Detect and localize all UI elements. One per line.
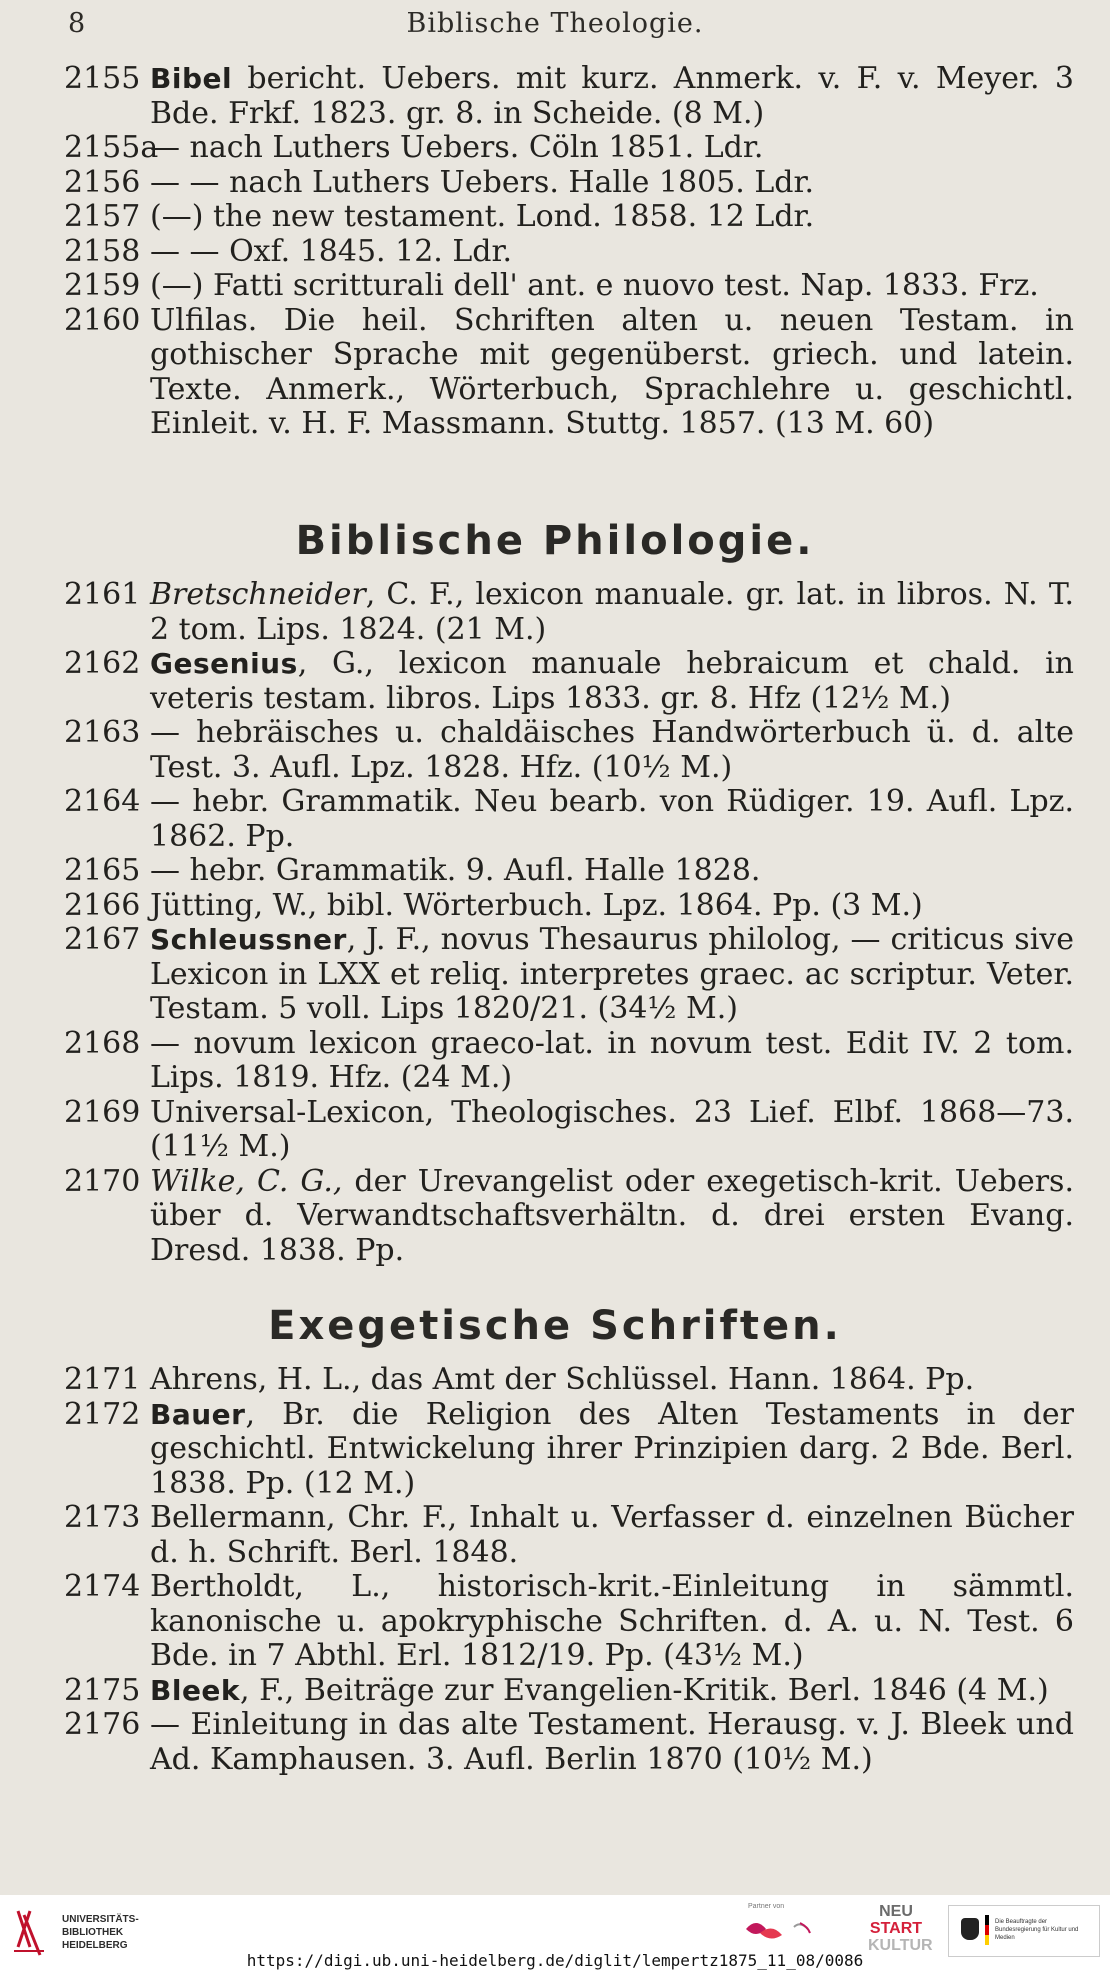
catalog-entry xyxy=(64,1674,1074,1709)
eagle-icon xyxy=(961,1918,979,1940)
catalog-entry xyxy=(64,200,1074,235)
catalog-entry xyxy=(64,785,1074,854)
entry-text xyxy=(150,1708,1074,1777)
catalog-entry xyxy=(64,716,1074,785)
entry-number: 2169 xyxy=(64,1094,141,1130)
catalog-entry xyxy=(64,62,1074,131)
entry-number: 2158 xyxy=(64,233,141,269)
entry-number: 2167 xyxy=(64,922,141,957)
entry-text xyxy=(150,1027,1074,1096)
catalog-entry xyxy=(64,166,1074,201)
catalog-entry xyxy=(64,1363,1074,1398)
entry-number: 2174 xyxy=(64,1569,141,1604)
catalog-entry xyxy=(64,1398,1074,1502)
entry-description: — hebräisches u. chaldäisches Handwörterbuch ü. d. alte Test. 3. Aufl. Lpz. 1828. Hfz. (10½ M.) xyxy=(150,715,1074,785)
entry-number: 2161 xyxy=(64,577,141,612)
entry-description: — nach Luthers Uebers. Cöln 1851. Ldr. xyxy=(150,130,764,165)
catalog-entries-philologie xyxy=(64,578,1074,1268)
catalog-entries-exegetische xyxy=(64,1363,1074,1777)
entry-description: , Br. die Religion des Alten Testaments in der geschichtl. Entwickelung ihrer Prinzipien darg. 2 Bde. Berl. 1838. Pp. (12 M.) xyxy=(150,1396,1074,1501)
catalog-entry xyxy=(64,578,1074,647)
entry-number: 2172 xyxy=(64,1396,141,1432)
entry-number: 2159 xyxy=(64,268,141,303)
permalink-url[interactable]: https://digi.ub.uni-heidelberg.de/diglit/lempertz1875_11_08/0086 xyxy=(246,1951,864,1970)
entry-number: 2155a xyxy=(64,130,159,165)
page-header: Biblische Theologie. xyxy=(406,8,704,39)
entry-number: 2176 xyxy=(64,1707,141,1742)
entry-text xyxy=(150,1570,1074,1674)
catalog-entry xyxy=(64,1570,1074,1674)
entry-description: (—) the new testament. Lond. 1858. 12 Ldr. xyxy=(150,199,815,234)
footer-bar xyxy=(0,1895,1110,1975)
entry-number: 2170 xyxy=(64,1163,141,1199)
entry-text xyxy=(150,1165,1074,1269)
entry-description: bericht. Uebers. mit kurz. Anmerk. v. F. v. Meyer. 3 Bde. Frkf. 1823. gr. 8. in Scheide. (8 M.) xyxy=(150,61,1074,131)
entry-author-bold: Bibel xyxy=(150,62,233,95)
page-number: 8 xyxy=(68,8,86,39)
entry-description: Ulfilas. Die heil. Schriften alten u. neuen Testam. in gothischer Sprache mit gegenüberst. griech. und latein. Texte. Anmerk., Wörterbuch, Sprachlehre u. geschichtl. Einleit. v. H. F. Massmann. Stuttg. 1857. (13 M. 60) xyxy=(150,302,1074,441)
entry-author-bold: Gesenius xyxy=(150,647,298,680)
entry-description: — — nach Luthers Uebers. Halle 1805. Ldr. xyxy=(150,164,815,200)
entry-text xyxy=(150,235,1074,270)
entry-author-italic: Bretschneider xyxy=(150,577,366,612)
neustart-line-2: START xyxy=(869,1920,923,1937)
section-title-exegetische: Exegetische Schriften. xyxy=(268,1303,842,1349)
entry-text xyxy=(150,854,1074,889)
catalog-entry xyxy=(64,1501,1074,1570)
partner-logo xyxy=(740,1913,830,1949)
entry-number: 2171 xyxy=(64,1362,141,1397)
entry-text xyxy=(150,166,1074,201)
entry-description: , F., Beiträge zur Evangelien-Kritik. Berl. 1846 (4 M.) xyxy=(240,1672,1049,1708)
entry-number: 2168 xyxy=(64,1025,141,1061)
catalog-entry xyxy=(64,1165,1074,1269)
entry-description: Ahrens, H. L., das Amt der Schlüssel. Hann. 1864. Pp. xyxy=(150,1362,975,1397)
entry-text xyxy=(150,785,1074,854)
entry-description: , J. F., novus Thesaurus philolog, — criticus sive Lexicon in LXX et reliq. interpretes graec. ac scriptur. Veter. Testam. 5 voll. Lips 1820/21. (34½ M.) xyxy=(150,922,1074,1026)
partner-label: Partner von xyxy=(748,1903,785,1910)
catalog-entry xyxy=(64,269,1074,304)
entry-number: 2162 xyxy=(64,646,141,681)
entry-description: der Urevangelist oder exegetisch-krit. Uebers. über d. Verwandtschaftsverhältn. d. drei ersten Evang. Dresd. 1838. Pp. xyxy=(150,1163,1074,1268)
entry-number: 2155 xyxy=(64,61,141,96)
entry-author-bold: Bleek xyxy=(150,1673,241,1707)
federal-culture-logo xyxy=(948,1905,1100,1957)
entry-text xyxy=(150,923,1074,1027)
entry-text xyxy=(150,62,1074,131)
ub-line-1: UNIVERSITÄTS- xyxy=(62,1914,139,1925)
entry-description: , G., lexicon manuale hebraicum et chald. in veteris testam. libros. Lips 1833. gr. 8. Hfz (12½ M.) xyxy=(150,646,1074,716)
entry-description: — hebr. Grammatik. 9. Aufl. Halle 1828. xyxy=(150,853,761,888)
catalog-entry xyxy=(64,854,1074,889)
catalog-entry xyxy=(64,1096,1074,1165)
entry-number: 2175 xyxy=(64,1672,141,1708)
entry-description: Jütting, W., bibl. Wörterbuch. Lpz. 1864. Pp. (3 M.) xyxy=(150,887,923,923)
entry-number: 2165 xyxy=(64,853,141,888)
entry-text xyxy=(150,1674,1074,1709)
entry-number: 2157 xyxy=(64,199,141,234)
entry-text xyxy=(150,131,1074,166)
neustart-line-3: KULTUR xyxy=(868,1937,933,1954)
entry-author-bold: Schleussner xyxy=(150,923,347,956)
entry-description: — hebr. Grammatik. Neu bearb. von Rüdiger. 19. Aufl. Lpz. 1862. Pp. xyxy=(150,784,1074,854)
section-title-philologie: Biblische Philologie. xyxy=(295,518,815,564)
university-library-name xyxy=(62,1913,139,1952)
entry-text xyxy=(150,200,1074,235)
entry-number: 2166 xyxy=(64,887,141,923)
entry-number: 2173 xyxy=(64,1500,141,1535)
ub-line-3: HEIDELBERG xyxy=(62,1940,128,1951)
catalog-entry xyxy=(64,235,1074,270)
catalog-entry xyxy=(64,1027,1074,1096)
entry-number: 2160 xyxy=(64,302,141,338)
catalog-entry xyxy=(64,131,1074,166)
entry-description: — — Oxf. 1845. 12. Ldr. xyxy=(150,233,513,269)
entry-author-italic: Wilke, C. G., xyxy=(150,1163,343,1199)
entry-text xyxy=(150,1363,1074,1398)
catalog-entry xyxy=(64,304,1074,442)
ub-line-2: BIBLIOTHEK xyxy=(62,1927,124,1938)
entry-number: 2156 xyxy=(64,164,141,200)
entry-text xyxy=(150,889,1074,924)
entry-author-bold: Bauer xyxy=(150,1397,246,1431)
entry-text xyxy=(150,1398,1074,1502)
entry-description: — novum lexicon graeco-lat. in novum test. Edit IV. 2 tom. Lips. 1819. Hfz. (24 M.) xyxy=(150,1025,1074,1095)
entry-text xyxy=(150,716,1074,785)
entry-text xyxy=(150,578,1074,647)
entry-number: 2164 xyxy=(64,784,141,819)
entry-text xyxy=(150,269,1074,304)
catalog-entries-top xyxy=(64,62,1074,442)
catalog-entry xyxy=(64,889,1074,924)
entry-number: 2163 xyxy=(64,715,141,750)
entry-text xyxy=(150,1096,1074,1165)
entry-description: , C. F., lexicon manuale. gr. lat. in libros. N. T. 2 tom. Lips. 1824. (21 M.) xyxy=(150,577,1074,647)
entry-description: Universal-Lexicon, Theologisches. 23 Lief. Elbf. 1868—73. (11½ M.) xyxy=(150,1094,1074,1164)
neustart-line-1: NEU xyxy=(879,1903,913,1920)
catalog-entry xyxy=(64,647,1074,716)
federal-culture-text: Die Beauftragte der Bundesregierung für Kultur und Medien xyxy=(995,1919,1079,1941)
neustart-kultur-logo xyxy=(868,1903,933,1954)
catalog-entry xyxy=(64,923,1074,1027)
flag-icon xyxy=(985,1915,989,1945)
entry-description: (—) Fatti scritturali dell' ant. e nuovo test. Nap. 1833. Frz. xyxy=(150,268,1039,303)
entry-description: — Einleitung in das alte Testament. Herausg. v. J. Bleek und Ad. Kamphausen. 3. Aufl. Berlin 1870 (10½ M.) xyxy=(150,1707,1074,1777)
entry-text xyxy=(150,647,1074,716)
entry-description: Bertholdt, L., historisch-krit.-Einleitung in sämmtl. kanonische u. apokryphische Schriften. d. A. u. N. Test. 6 Bde. in 7 Abthl. Erl. 1812/19. Pp. (43½ M.) xyxy=(150,1569,1074,1673)
entry-text xyxy=(150,304,1074,442)
entry-text xyxy=(150,1501,1074,1570)
catalog-entry xyxy=(64,1708,1074,1777)
entry-description: Bellermann, Chr. F., Inhalt u. Verfasser d. einzelnen Bücher d. h. Schrift. Berl. 1848. xyxy=(150,1500,1074,1570)
